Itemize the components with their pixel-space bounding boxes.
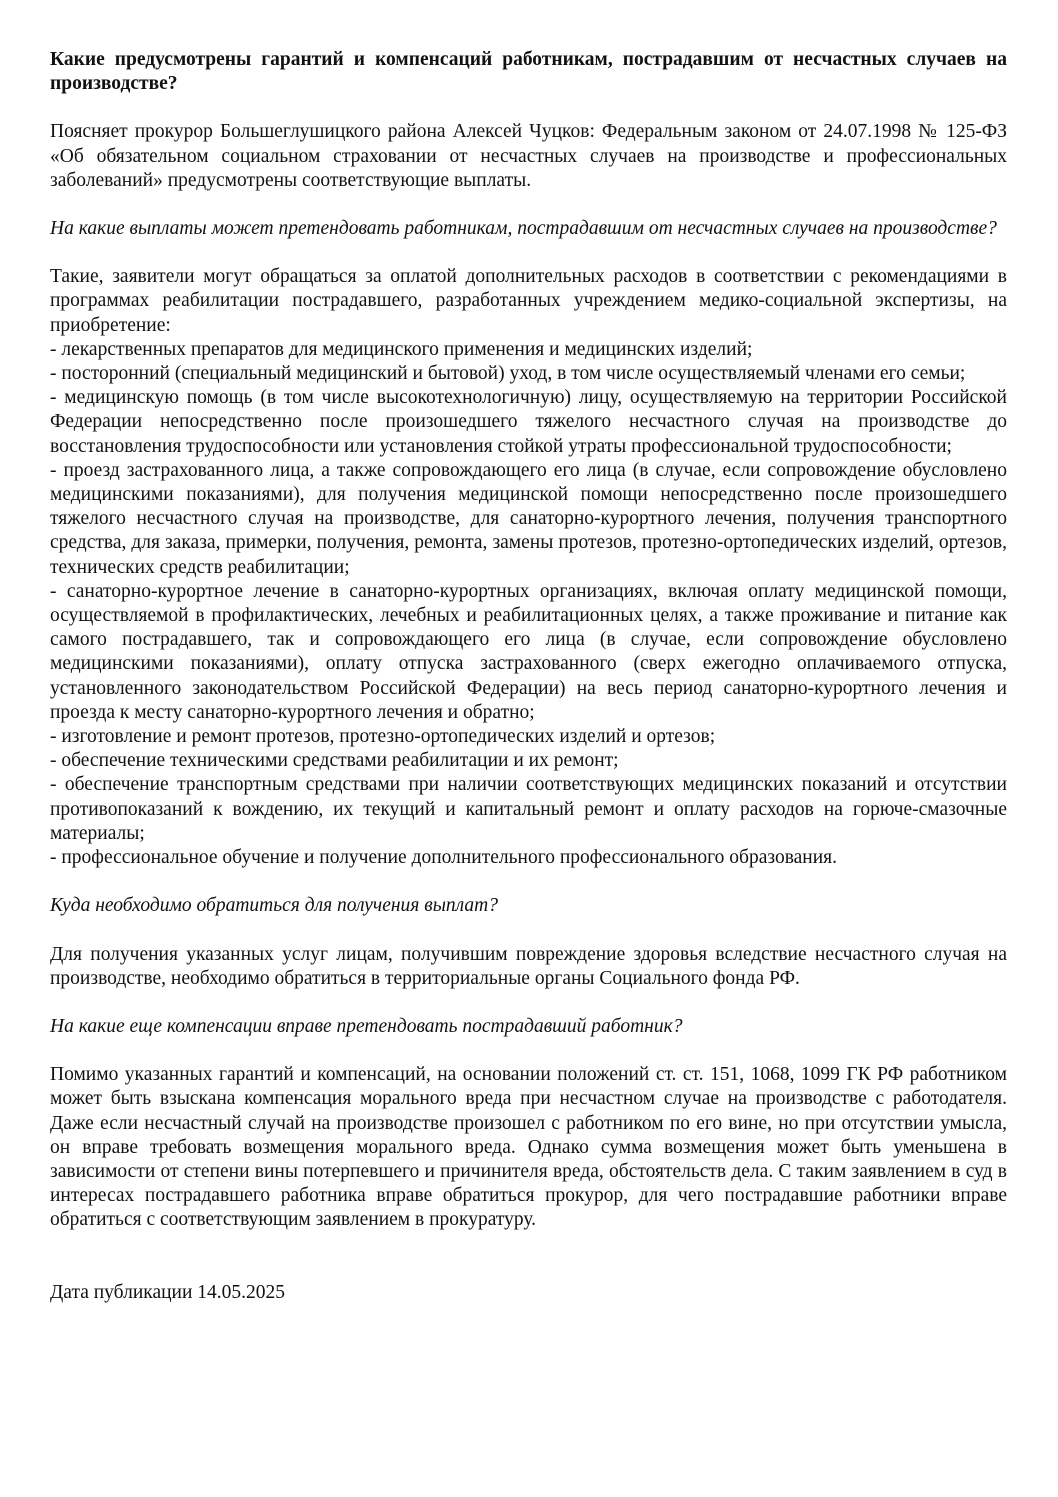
question-1: На какие выплаты может претендовать работникам, пострадавшим от несчастных случаев на производстве? (50, 218, 997, 240)
question-2: Куда необходимо обратиться для получения выплат? (50, 895, 498, 917)
list-item: - лекарственных препаратов для медицинского применения и медицинских изделий; (50, 338, 753, 360)
list-item: - изготовление и ремонт протезов, протезно-ортопедических изделий и ортезов; (50, 726, 716, 748)
intro-paragraph: Поясняет прокурор Большеглушицкого района Алексей Чуцков: Федеральным законом от 24.07.1998 № 125-ФЗ «Об обязательном социальном страховании от несчастных случаев на производстве и профессиональных заболеваний» предусмотрены соответствующие выплаты. (50, 121, 1007, 191)
publication-date: Дата публикации 14.05.2025 (50, 1281, 286, 1303)
list-item: - санаторно-курортное лечение в санаторно-курортных организациях, включая оплату медицинской помощи, осуществляемой в профилактических, лечебных и реабилитационных целях, а также проживание и питание как самого пострадавшего, так и сопровождающего его лица (в случае, если сопровождение обусловлено медицинскими показаниями), оплату отпуска застрахованного (сверх ежегодно оплачиваемого отпуска, установленного законодательством Российской Федерации) на весь период санаторно-курортного лечения и проезда к месту санаторно-курортного лечения и обратно; (50, 580, 1007, 723)
list-item: - обеспечение транспортным средствами при наличии соответствующих медицинских показаний и отсутствии противопоказаний к вождению, их текущий и капитальный ремонт и оплату расходов на горюче-смазочные материалы; (50, 774, 1007, 844)
answer-3-paragraph: Помимо указанных гарантий и компенсаций, на основании положений ст. ст. 151, 1068, 1099 ГК РФ работником может быть взыскана компенсация морального вреда при несчастном случае на производстве с работодателя. Даже если несчастный случай на производстве произошел с работником по его вине, но при отсутствии умысла, он вправе требовать возмещения морального вреда. Однако сумма возмещения может быть уменьшена в зависимости от степени вины потерпевшего и причинителя вреда, обстоятельств дела. С таким заявлением в суд в интересах пострадавшего работника вправе обратиться прокурор, для чего пострадавшие работники вправе обратиться с соответствующим заявлением в прокуратуру. (50, 1064, 1007, 1231)
list-item: - проезд застрахованного лица, а также сопровождающего его лица (в случае, если сопровождение обусловлено медицинскими показаниями), для получения медицинской помощи непосредственно после произошедшего тяжелого несчастного случая на производстве, для санаторно-курортного лечения, получения транспортного средства, для заказа, примерки, получения, ремонта, замены протезов, протезно-ортопедических изделий, ортезов, технических средств реабилитации; (50, 459, 1007, 578)
list-item: - обеспечение техническими средствами реабилитации и их ремонт; (50, 750, 619, 772)
answer-1-block (50, 265, 1007, 870)
document-page (50, 48, 1007, 1324)
answer-1-intro: Такие, заявители могут обращаться за оплатой дополнительных расходов в соответствии с рекомендациями в программах реабилитации пострадавшего, разработанных учреждением медико-социальной экспертизы, на приобретение: (50, 266, 1007, 336)
list-item: - посторонний (специальный медицинский и бытовой) уход, в том числе осуществляемый членами его семьи; (50, 363, 966, 385)
document-title: Какие предусмотрены гарантий и компенсаций работникам, пострадавшим от несчастных случаев на производстве? (50, 49, 1007, 95)
list-item: - профессиональное обучение и получение дополнительного профессионального образования. (50, 847, 838, 869)
answer-2-paragraph: Для получения указанных услуг лицам, получившим повреждение здоровья вследствие несчастного случая на производстве, необходимо обратиться в территориальные органы Социального фонда РФ. (50, 943, 1007, 989)
question-3: На какие еще компенсации вправе претендовать пострадавший работник? (50, 1015, 683, 1037)
list-item: - медицинскую помощь (в том числе высокотехнологичную) лицу, осуществляемую на территории Российской Федерации непосредственно после произошедшего тяжелого несчастного случая на производстве до восстановления трудоспособности или установления стойкой утраты профессиональной трудоспособности; (50, 387, 1007, 457)
